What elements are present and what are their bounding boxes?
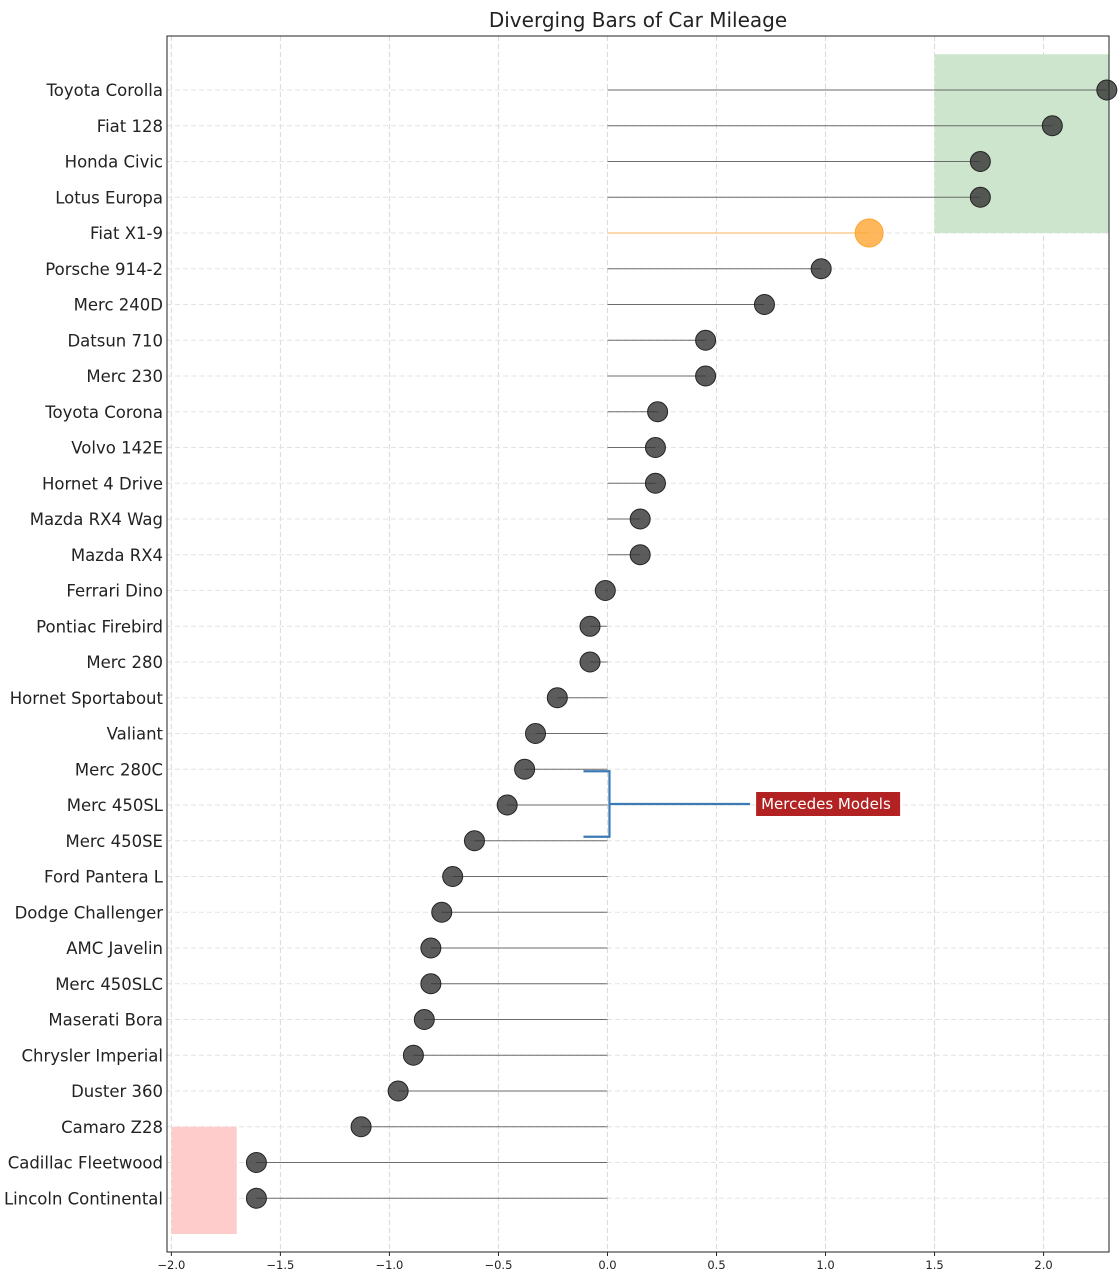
chart-title: Diverging Bars of Car Mileage <box>488 8 788 32</box>
y-category-label: Merc 280C <box>74 760 163 780</box>
data-point <box>595 581 615 601</box>
annotation-text: Mercedes Models <box>761 795 891 813</box>
y-category-label: Pontiac Firebird <box>36 617 163 637</box>
y-category-label: Volvo 142E <box>71 438 163 458</box>
data-point <box>811 259 831 279</box>
y-category-label: Lotus Europa <box>55 188 163 208</box>
data-point <box>630 545 650 565</box>
data-point <box>403 1045 423 1065</box>
y-category-label: Toyota Corona <box>45 402 163 422</box>
y-category-label: Fiat X1-9 <box>90 224 163 243</box>
y-category-label: AMC Javelin <box>66 939 163 958</box>
y-category-label: Toyota Corolla <box>46 81 163 100</box>
y-category-label: Dodge Challenger <box>14 903 163 923</box>
data-point <box>648 402 668 422</box>
data-point <box>580 652 600 672</box>
data-point <box>970 152 990 172</box>
data-point <box>515 759 535 779</box>
y-category-label: Merc 450SLC <box>55 974 163 994</box>
y-category-label: Honda Civic <box>64 152 163 172</box>
data-point <box>443 867 463 887</box>
data-point <box>246 1188 266 1208</box>
y-category-label: Merc 450SL <box>66 796 163 815</box>
data-point <box>351 1117 371 1137</box>
y-category-label: Lincoln Continental <box>3 1189 163 1209</box>
x-tick-label: 1.5 <box>925 1258 944 1272</box>
x-tick-label: 1.0 <box>816 1258 835 1272</box>
data-point <box>547 688 567 708</box>
data-point <box>497 795 517 815</box>
highlight-region-high <box>935 54 1109 233</box>
data-point <box>421 938 441 958</box>
y-category-label: Fiat 128 <box>96 116 163 136</box>
data-point <box>630 509 650 529</box>
data-point <box>970 187 990 207</box>
data-point <box>1097 80 1117 100</box>
x-tick-label: 0.0 <box>598 1258 617 1272</box>
x-tick-label: −0.5 <box>484 1258 513 1272</box>
y-category-label: Merc 240D <box>73 295 163 315</box>
y-category-label: Camaro Z28 <box>61 1117 163 1137</box>
y-category-label: Hornet Sportabout <box>9 688 163 708</box>
y-category-label: Maserati Bora <box>48 1010 163 1030</box>
y-category-label: Chrysler Imperial <box>21 1046 163 1066</box>
data-point <box>696 366 716 386</box>
data-point <box>754 295 774 315</box>
data-point <box>645 438 665 458</box>
y-category-label: Merc 450SE <box>65 831 163 851</box>
y-category-label: Cadillac Fleetwood <box>7 1153 163 1173</box>
data-point <box>1042 116 1062 136</box>
y-category-label: Merc 230 <box>86 367 163 386</box>
x-tick-label: 2.0 <box>1034 1258 1053 1272</box>
y-category-label: Porsche 914-2 <box>45 259 163 279</box>
y-category-label: Mazda RX4 <box>70 545 163 565</box>
data-point <box>645 473 665 493</box>
y-category-label: Datsun 710 <box>67 331 163 351</box>
highlight-region-low <box>171 1127 236 1234</box>
y-category-label: Merc 280 <box>86 653 163 672</box>
y-category-label: Duster 360 <box>71 1082 163 1101</box>
y-category-label: Valiant <box>106 724 163 744</box>
data-point <box>580 616 600 636</box>
x-tick-label: −1.0 <box>375 1258 404 1272</box>
y-category-label: Hornet 4 Drive <box>41 474 163 494</box>
data-point <box>432 902 452 922</box>
data-point <box>421 974 441 994</box>
data-point <box>464 831 484 851</box>
data-point <box>246 1153 266 1173</box>
x-tick-label: −2.0 <box>157 1258 186 1272</box>
data-point <box>855 219 883 247</box>
data-point <box>696 330 716 350</box>
y-category-label: Ferrari Dino <box>66 581 163 601</box>
y-category-label: Ford Pantera L <box>44 867 163 887</box>
y-category-label: Mazda RX4 Wag <box>29 510 163 529</box>
x-tick-label: −1.5 <box>266 1258 295 1272</box>
data-point <box>388 1081 408 1101</box>
x-tick-label: 0.5 <box>707 1258 726 1272</box>
data-point <box>526 724 546 744</box>
data-point <box>414 1010 434 1030</box>
